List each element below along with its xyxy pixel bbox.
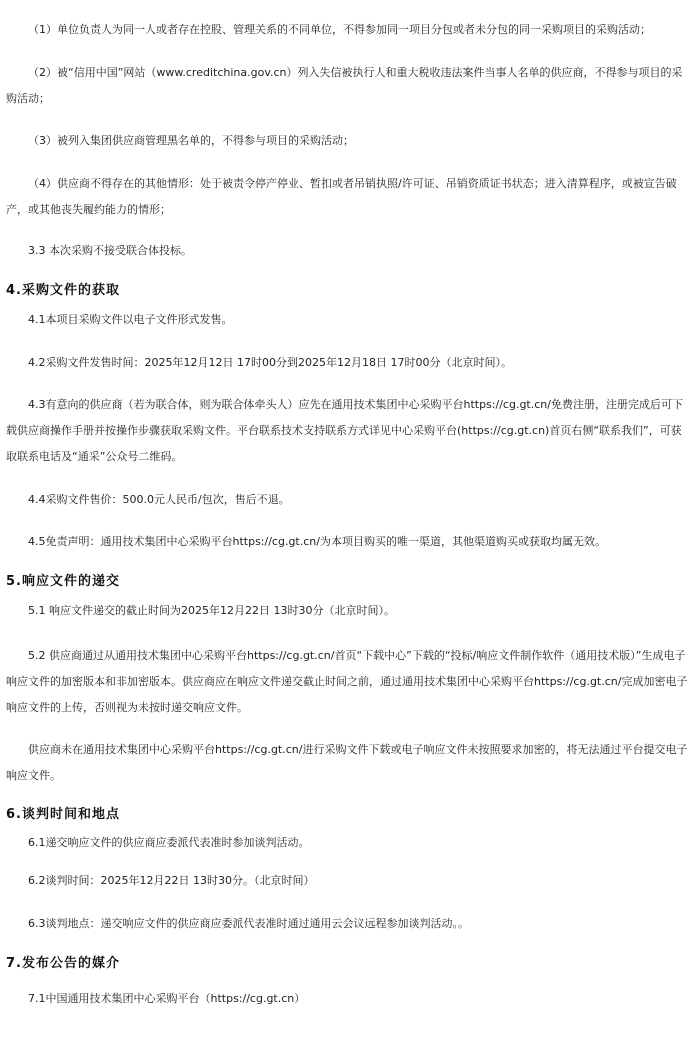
paragraph-4-3: 4.3有意向的供应商（若为联合体，则为联合体牵头人）应先在通用技术集团中心采购平台https://cg.gt.cn/免费注册，注册完成后可下载供应商操作手册并按操作步骤获取采购文件。平台联系技术支持联系方式详见中心采购平台(https://cg.gt.cn)首页右侧“联系我们”，可获取联系电话及“通采”公众号二维码。: [6, 398, 683, 463]
paragraph-4-5: 4.5免责声明：通用技术集团中心采购平台https://cg.gt.cn/为本项目购买的唯一渠道，其他渠道购买或获取均属无效。: [28, 535, 606, 548]
paragraph-6-1: 6.1递交响应文件的供应商应委派代表准时参加谈判活动。: [28, 836, 310, 849]
paragraph-6-3: 6.3谈判地点：递交响应文件的供应商应委派代表准时通过通用云会议远程参加谈判活动。。: [28, 917, 469, 930]
section-heading-6: 6.谈判时间和地点: [6, 807, 120, 822]
paragraph-3-2-3: （3）被列入集团供应商管理黑名单的，不得参与项目的采购活动；: [28, 134, 354, 147]
paragraph-4-2: 4.2采购文件发售时间：2025年12月12日 17时00分到2025年12月18日 17时00分（北京时间）。: [28, 356, 512, 369]
paragraph-5-2: 5.2 供应商通过从通用技术集团中心采购平台https://cg.gt.cn/首页“下载中心”下载的“投标/响应文件制作软件（通用技术版）”生成电子响应文件的加密版本和非加密版本。供应商应在响应文件递交截止时间之前，通过通用技术集团中心采购平台https://cg.gt.cn/完成加密电子响应文件的上传，否则视为未按时递交响应文件。: [6, 649, 688, 714]
section-heading-4: 4.采购文件的获取: [6, 283, 120, 298]
section-heading-5: 5.响应文件的递交: [6, 574, 120, 589]
section-heading-7: 7.发布公告的媒介: [6, 956, 120, 971]
paragraph-4-4: 4.4采购文件售价：500.0元人民币/包次，售后不退。: [28, 493, 290, 506]
paragraph-3-2-4: （4）供应商不得存在的其他情形：处于被责令停产停业、暂扣或者吊销执照/许可证、吊销资质证书状态；进入清算程序，或被宣告破产，或其他丧失履约能力的情形；: [6, 177, 677, 216]
paragraph-4-1: 4.1本项目采购文件以电子文件形式发售。: [28, 313, 233, 326]
paragraph-6-2: 6.2谈判时间：2025年12月22日 13时30分。（北京时间）: [28, 874, 315, 887]
paragraph-3-3: 3.3 本次采购不接受联合体投标。: [28, 244, 192, 257]
paragraph-7-1: 7.1中国通用技术集团中心采购平台（https://cg.gt.cn）: [28, 992, 306, 1005]
paragraph-5-3: 供应商未在通用技术集团中心采购平台https://cg.gt.cn/进行采购文件下载或电子响应文件未按照要求加密的，将无法通过平台提交电子响应文件。: [6, 743, 688, 782]
paragraph-5-1: 5.1 响应文件递交的截止时间为2025年12月22日 13时30分（北京时间）。: [28, 604, 395, 617]
paragraph-3-2-1: （1）单位负责人为同一人或者存在控股、管理关系的不同单位，不得参加同一项目分包或者未分包的同一采购项目的采购活动；: [28, 23, 651, 36]
paragraph-3-2-2: （2）被“信用中国”网站（www.creditchina.gov.cn）列入失信被执行人和重大税收违法案件当事人名单的供应商，不得参与项目的采购活动；: [6, 66, 683, 105]
